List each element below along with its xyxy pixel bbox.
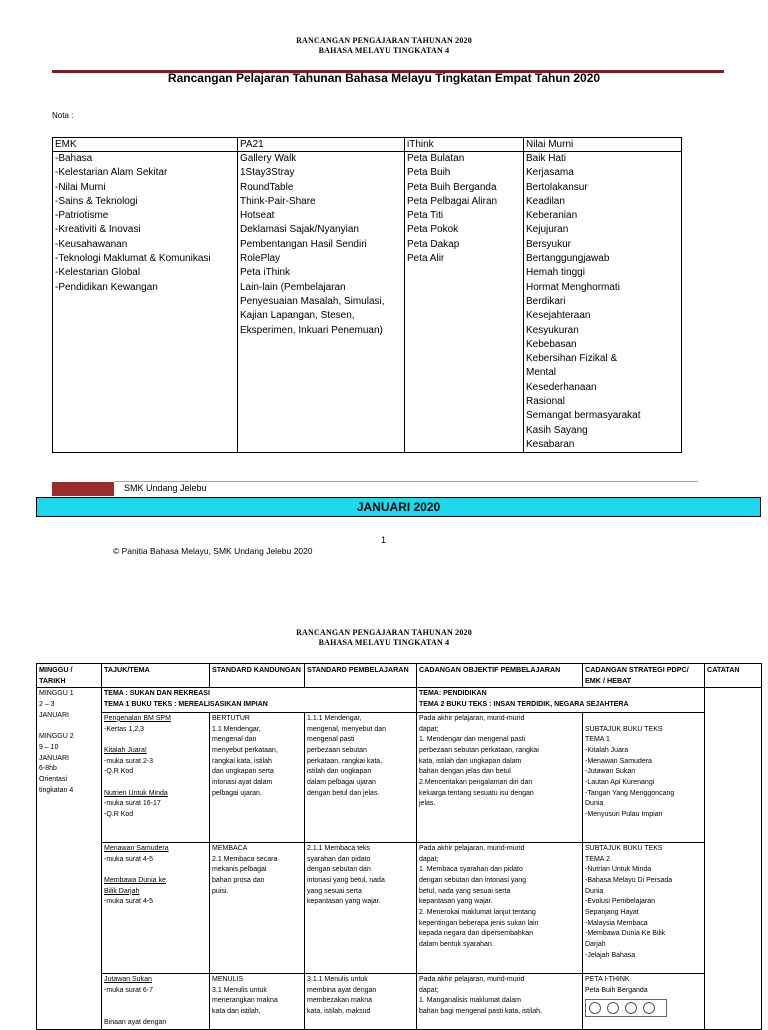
cell-line: Think-Pair-Share (240, 195, 316, 207)
cell-line: -Evolusi Pembelajaran (585, 898, 656, 906)
cell-line: kata, istilah dan ungkapan dalam (419, 757, 522, 765)
cell-line: -Tangan Yang Menggoncang (585, 789, 675, 797)
cell-line: 2. Menerokai maklumat lanjut tentang (419, 909, 536, 917)
header-line-2: BAHASA MELAYU TINGKATAN 4 (318, 46, 450, 55)
cell-line: TEMA 1 (585, 736, 610, 744)
cell-line: -Keusahawanan (55, 238, 128, 250)
cell-line: 1.1 Mendengar, (212, 725, 261, 733)
cell-line: dalam pelbagai ujaran (307, 779, 376, 787)
cell-line: dan ungkapan serta (212, 768, 274, 776)
cell-line: betul, nada yang sesuai serta (419, 887, 511, 895)
cell-line: -Bahasa (55, 153, 93, 164)
cell-line: Kebersihan Fizikal & (526, 353, 618, 365)
cell-line: membina ayat dengan (307, 986, 377, 994)
cell-line: JANUARI (39, 711, 69, 719)
cell-line: Bersyukur (526, 238, 572, 250)
cell-line: keluarga tentang sesuatu isu dengan (419, 789, 534, 797)
cell-line: Berdikari (526, 295, 566, 307)
cell-line: -Nutrian Untuk Minda (585, 866, 652, 874)
header2-line-2: BAHASA MELAYU TINGKATAN 4 (318, 638, 450, 647)
cell-line: Bertanggungjawab (526, 253, 610, 265)
topic-detail (104, 778, 207, 789)
strategi-cell-3 (583, 973, 705, 1030)
plan-row-1 (37, 712, 762, 842)
col-standard-pembelajaran: STANDARD PEMBELAJARAN (305, 664, 417, 688)
cell-line: puisi. (212, 887, 229, 895)
cell-line: mekanis pelbagai (212, 866, 267, 874)
objektif-cell-1 (417, 712, 583, 842)
topic-title: Jutawan Sukan (104, 975, 152, 983)
col-standard-kandungan: STANDARD KANDUNGAN (210, 664, 305, 688)
document-title: Rancangan Pelajaran Tahunan Bahasa Melayu Tingkatan Empat Tahun 2020 (167, 71, 601, 85)
cell-line: -Menawan Samudera (585, 757, 652, 765)
cell-line: 1.1.1 Mendengar, (307, 714, 362, 722)
cell-line: dengan sebutan dan intonasi yang (419, 876, 527, 884)
header2-line-1: RANCANGAN PENGAJARAN TAHUNAN 2020 (296, 628, 472, 637)
cell-line: -Teknologi Maklumat & Komunikasi (55, 253, 211, 265)
cell-line: 2 – 3 (39, 701, 55, 709)
cell-line: -Kelestarian Global (55, 267, 141, 279)
cell-line: -Menyusuri Pulau Impian (585, 811, 663, 819)
cell-line: SUBTAJUK BUKU TEKS (585, 844, 663, 852)
cell-line: yang sesuai serta (307, 887, 362, 895)
topic-title: Bilik Darjah (104, 887, 140, 895)
cell-line: -Membawa Dunia Ke Bilik (585, 930, 666, 938)
cell-line: 3.1 Menulis untuk (212, 986, 267, 994)
topic-title: Nutrien Untuk Minda (104, 789, 168, 797)
cell-line: Deklamasi Sajak/Nyanyian (240, 224, 359, 236)
header-line-1: RANCANGAN PENGAJARAN TAHUNAN 2020 (296, 36, 472, 45)
cell-line: Orientasi (39, 776, 68, 784)
tema-row (37, 688, 762, 712)
strategi-cell-2 (583, 842, 705, 973)
cell-line: Bertolakansur (526, 181, 588, 193)
sp-cell-3 (305, 973, 417, 1030)
cell-line: Rasional (526, 396, 565, 408)
cell-line: dengan betul dan jelas. (307, 789, 380, 797)
header-emk: EMK (53, 138, 238, 152)
cell-line: 6-8hb (39, 765, 57, 773)
topic-detail: -muka surat 16-17 (104, 800, 161, 808)
cell-line: Kejujuran (526, 224, 569, 236)
cell-line: rangkai kata, istilah (212, 757, 272, 765)
cell-line: kata, istilah, maksud (307, 1007, 371, 1015)
cell-line: Pembentangan Hasil Sendiri (240, 238, 367, 250)
cell-line: Peta Titi (407, 210, 444, 222)
ithink-list (405, 152, 524, 453)
sk-cell-2 (210, 842, 305, 973)
strategi-cell-1 (583, 712, 705, 842)
cell-line: bahan bagi mengenal pasti kata, istilah, (419, 1007, 542, 1015)
cell-line: TEMA: PENDIDIKAN (419, 690, 487, 698)
cell-line: Peta Bulatan (407, 153, 465, 164)
cell-line: kepantasan yang wajar. (307, 898, 381, 906)
cell-line: Semangat bermasyarakat (526, 410, 641, 422)
cell-line: -Jelajah Bahasa (585, 951, 636, 959)
copyright-text: © Panitia Bahasa Melayu, SMK Undang Jelebu 2020 (113, 546, 313, 556)
tajuk-cell-1 (102, 712, 210, 842)
cell-line: -Bahasa Melayu Di Persada (585, 876, 673, 884)
topic-detail: -Kertas 1,2,3 (104, 725, 145, 733)
cell-line: dalam bentuk syarahan. (419, 941, 494, 949)
cell-line: Peta iThink (240, 267, 291, 279)
page-header-2 (0, 628, 768, 648)
cell-line: Hormat Menghormati (526, 281, 620, 293)
cell-line: TEMA : SUKAN DAN REKREASI (104, 690, 210, 698)
topic-detail (104, 1007, 207, 1018)
header-nilai-murni: Nilai Murni (524, 138, 682, 152)
cell-line: bahan dengan jelas dan betul (419, 768, 511, 776)
cell-line: Kajian Lapangan, Stesen, (240, 310, 355, 322)
minggu-cell (37, 688, 102, 1030)
plan-row-3 (37, 973, 762, 1030)
cell-line: Peta Pokok (407, 224, 459, 236)
cell-line: MINGGU 1 (39, 690, 74, 698)
cell-line: Peta Dakap (407, 238, 460, 250)
header-ithink: iThink (405, 138, 524, 152)
cell-line: menyebut perkataan, (212, 746, 278, 754)
cell-line: Gallery Walk (240, 153, 297, 164)
strategi-list-3 (585, 975, 702, 996)
cell-line: MEMBACA (212, 844, 248, 852)
cell-line: -Jutawan Sukan (585, 768, 636, 776)
cell-line: RoundTable (240, 181, 294, 193)
double-bubble-map-thumbnail (585, 999, 667, 1017)
cell-line: perkataan, rangkai kata, (307, 757, 383, 765)
cell-line: perbezaan sebutan perkataan, rangkai (419, 746, 539, 754)
cell-line: intonasi ayat dalam (212, 779, 273, 787)
cell-line: JANUARI (39, 754, 69, 762)
cell-line: Hemah tinggi (526, 267, 585, 279)
cell-line: Kerjasama (526, 167, 574, 179)
cell-line: Pada akhir pelajaran, murid-murid (419, 975, 525, 983)
cell-line: 1Stay3Stray (240, 167, 295, 179)
cell-line: kepantasan yang wajar. (419, 898, 493, 906)
cell-line: kata dan istilah, (212, 1007, 261, 1015)
cell-line: Dunia (585, 800, 604, 808)
topic-title: Pengenalan BM SPM (104, 714, 171, 722)
topic-detail (104, 865, 207, 876)
topic-detail: -muka surat 2-3 (104, 757, 154, 765)
tajuk-cell-2 (102, 842, 210, 973)
topic-detail (104, 996, 207, 1007)
sp-cell-1 (305, 712, 417, 842)
cell-line: Lain-lain (Pembelajaran (240, 281, 346, 293)
cell-line: syarahan dan pidato (307, 855, 371, 863)
cell-line: Peta Pelbagai Aliran (407, 195, 498, 207)
topic-detail: -muka surat 4-5 (104, 855, 154, 863)
cell-line: Keadilan (526, 195, 565, 207)
cell-line: istilah dan ungkapan (307, 768, 372, 776)
topic-title: Menawan Samudera (104, 844, 169, 852)
cell-line: Mental (526, 367, 557, 379)
cell-line: mengenal dan (212, 736, 257, 744)
nota-label: Nota : (52, 111, 74, 120)
topic-title: Kitalah Juara! (104, 746, 147, 754)
cell-line: dengan sebutan dan (307, 866, 371, 874)
cell-line: -Lautan Api Kurenangi (585, 779, 655, 787)
reference-body-row (53, 152, 682, 453)
cell-line: Kesyukuran (526, 324, 579, 336)
cell-line: dapat; (419, 725, 439, 733)
cell-line: pelbagai ujaran. (212, 789, 262, 797)
cell-line: Pada akhir pelajaran, murid-murid (419, 844, 525, 852)
cell-line: Penyesuaian Masalah, Simulasi, (240, 295, 385, 307)
month-banner: JANUARI 2020 (36, 497, 761, 517)
cell-line: PETA I-THINK (585, 975, 630, 983)
cell-line: jelas. (419, 800, 436, 808)
cell-line: mengenal, menyebut dan (307, 725, 386, 733)
cell-line: Peta Buih (407, 167, 451, 179)
topic-title: Membawa Dunia ke (104, 876, 166, 884)
cell-line: -Kelestarian Alam Sekitar (55, 167, 168, 179)
plan-header-row (37, 664, 762, 688)
cell-line: 3.1.1 Menulis untuk (307, 975, 368, 983)
footer-red-block (52, 482, 114, 496)
sk-cell-1 (210, 712, 305, 842)
page-header (0, 36, 768, 56)
nilai-murni-list (524, 152, 682, 453)
cell-line: -Patriotisme (55, 210, 109, 222)
cell-line: Hotseat (240, 210, 275, 222)
cell-line: 2.1 Membaca secara (212, 855, 278, 863)
cell-line: Sepanjang Hayat (585, 909, 639, 917)
cell-line: membezakan makna (307, 997, 372, 1005)
cell-line: Kasih Sayang (526, 424, 588, 436)
cell-line: -Kreativiti & Inovasi (55, 224, 141, 236)
cell-line: Pada akhir pelajaran, murid-murid (419, 714, 525, 722)
cell-line: Peta Buih Berganda (407, 181, 497, 193)
page-number: 1 (381, 535, 387, 545)
cell-line: Kesabaran (526, 438, 575, 450)
cell-line: Baik Hati (526, 153, 567, 164)
col-strategi: CADANGAN STRATEGI PDPC/ EMK / HEBAT (583, 664, 705, 688)
cell-line: perbezaan sebutan (307, 746, 367, 754)
cell-line: 1. Manganalisis maklumat dalam (419, 997, 521, 1005)
cell-line: Keberanian (526, 210, 578, 222)
cell-line: MENULIS (212, 975, 244, 983)
cell-line: SUBTAJUK BUKU TEKS (585, 725, 663, 733)
topic-detail: -muka surat 6-7 (104, 986, 154, 994)
cell-line: -Kitalah Juara (585, 746, 629, 754)
topic-detail: Binaan ayat dengan (104, 1018, 167, 1026)
cell-line: Kebebasan (526, 338, 577, 350)
cell-line: 1. Mendengar dan mengenal pasti (419, 736, 526, 744)
cell-line: tingkatan 4 (39, 786, 74, 794)
cell-line: dapat; (419, 986, 439, 994)
reference-table (52, 137, 682, 453)
pa21-list (238, 152, 405, 453)
cell-line: MINGGU 2 (39, 733, 74, 741)
reference-header-row (53, 138, 682, 152)
cell-line: BERTUTUR (212, 714, 250, 722)
topic-detail (104, 735, 207, 746)
sk-cell-3 (210, 973, 305, 1030)
cell-line: 2.Menceritakan pengalaman diri dan (419, 779, 533, 787)
cell-line: kepada negara dan dipersembahkan (419, 930, 534, 938)
cell-line: Kesederhanaan (526, 381, 597, 393)
cell-line: bahan prosa dan (212, 876, 265, 884)
cell-line: 9 – 10 (39, 743, 59, 751)
tema-left (102, 688, 417, 712)
cell-line: Peta Buih Berganda (585, 986, 648, 994)
cell-line: 1. Membaca syarahan dan pidato (419, 866, 523, 874)
topic-detail: -muka surat 4-5 (104, 898, 154, 906)
plan-row-2 (37, 842, 762, 973)
objektif-cell-3 (417, 973, 583, 1030)
cell-line: mengenal pasti (307, 736, 355, 744)
cell-line: kepentingan beberapa jenis sukan lain (419, 919, 539, 927)
header-pa21: PA21 (238, 138, 405, 152)
cell-line: Kesejahteraan (526, 310, 591, 322)
col-objektif: CADANGAN OBJEKTIF PEMBELAJARAN (417, 664, 583, 688)
cell-line: intonasi yang betul, nada (307, 876, 385, 884)
cell-line: menerangkan makna (212, 997, 278, 1005)
col-tajuk: TAJUK/TEMA (102, 664, 210, 688)
cell-line: 2.1.1 Membaca teks (307, 844, 371, 852)
cell-line: -Sains & Teknologi (55, 195, 138, 207)
cell-line: -Nilai Murni (55, 181, 106, 193)
cell-line (585, 714, 702, 725)
lesson-plan-table (36, 663, 762, 1030)
cell-line: -Pendidikan Kewangan (55, 281, 158, 293)
tema-right (417, 688, 705, 712)
cell-line: RolePlay (240, 253, 281, 265)
cell-line: Darjah (585, 941, 606, 949)
tajuk-cell-3 (102, 973, 210, 1030)
cell-line (39, 722, 99, 733)
catatan-cell (705, 688, 762, 1030)
objektif-cell-2 (417, 842, 583, 973)
col-minggu: MINGGU / TARIKH (37, 664, 102, 688)
cell-line: TEMA 2 BUKU TEKS : INSAN TERDIDIK, NEGARA SEJAHTERA (419, 701, 629, 709)
cell-line: -Malaysia Membaca (585, 919, 648, 927)
sp-cell-2 (305, 842, 417, 973)
cell-line: Dunia (585, 887, 604, 895)
cell-line: TEMA 2 (585, 855, 610, 863)
cell-line: Eksperimen, Inkuari Penemuan) (240, 324, 383, 336)
footer-school-name: SMK Undang Jelebu (124, 483, 207, 493)
cell-line: Peta Alir (407, 253, 445, 265)
cell-line: dapat; (419, 855, 439, 863)
col-catatan: CATATAN (705, 664, 762, 688)
emk-list (53, 152, 238, 453)
cell-line: TEMA 1 BUKU TEKS : MEREALISASIKAN IMPIAN (104, 701, 268, 709)
topic-detail: -Q.R Kod (104, 768, 134, 776)
topic-detail: -Q.R Kod (104, 811, 134, 819)
